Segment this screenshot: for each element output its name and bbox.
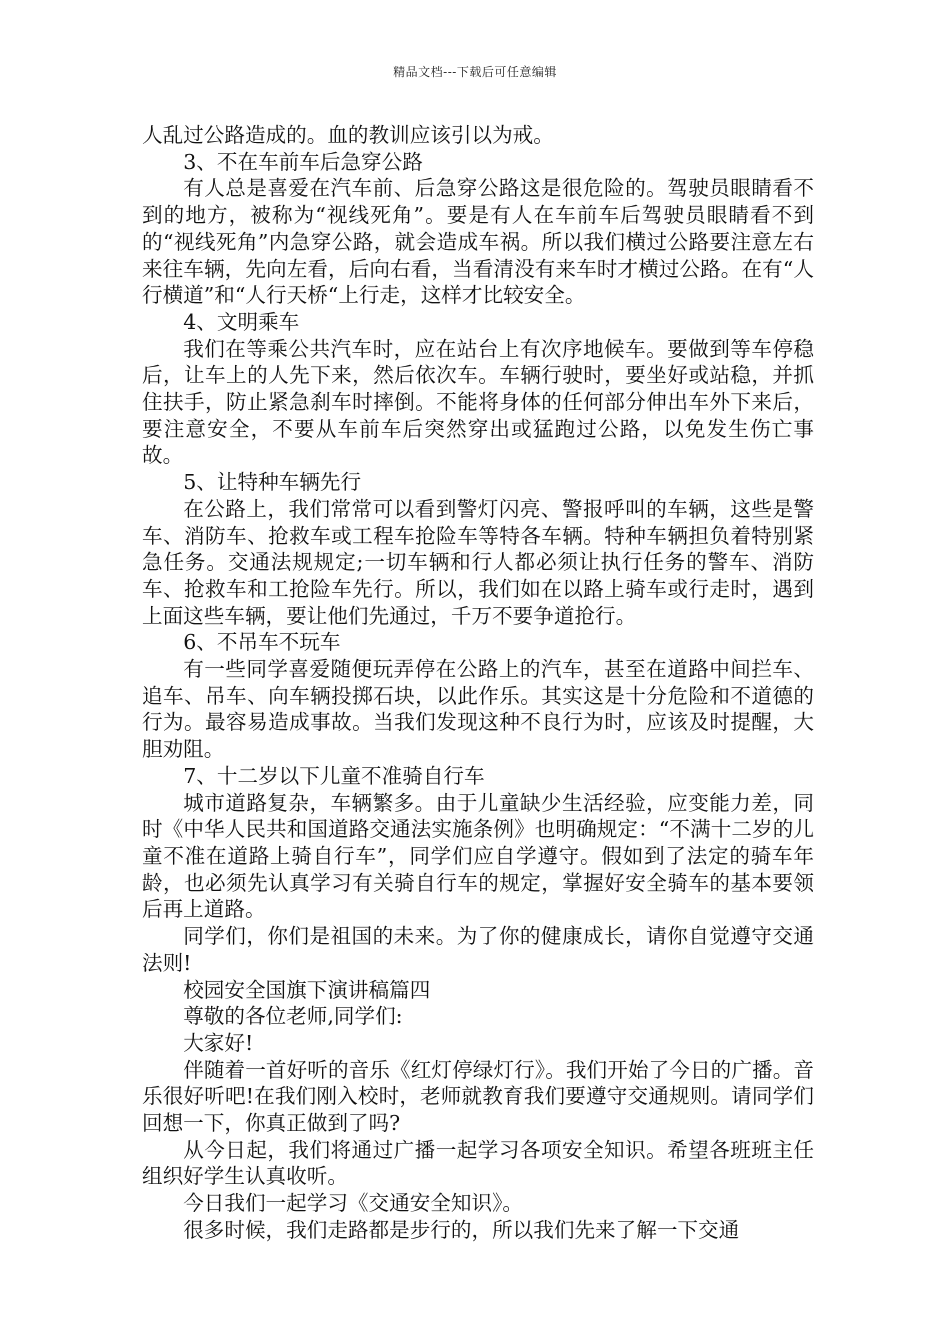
- paragraph-1: 人乱过公路造成的。血的教训应该引以为戒。: [142, 123, 554, 147]
- paragraph-5: 我们在等乘公共汽车时，应在站台上有次序地候车。要做到等车停稳后，让车上的人先下来，然后依次车。车辆行驶时，要坐好或站稳，并抓住扶手，防止紧急刹车时摔倒。不能将身体的任何部分伸出车外下来后，要注意安全，不要从车前车后突然穿出或猛跑过公路，以免发生伤亡事故。: [142, 336, 814, 468]
- section-heading-7: 7、十二岁以下儿童不准骑自行车: [183, 763, 485, 788]
- paragraph-12: 同学们，你们是祖国的未来。为了你的健康成长，请你自觉遵守交通法则!: [142, 924, 814, 975]
- paragraph-19: 很多时候，我们走路都是步行的，所以我们先来了解一下交通: [183, 1217, 740, 1242]
- paragraph-9: 有一些同学喜爱随便玩弄停在公路上的汽车，甚至在道路中间拦车、追车、吊车、向车辆投掷石块，以此作乐。其实这是十分危险和不道德的行为。最容易造成事故。当我们发现这种不良行为时，应该及时提醒，大胆劝阻。: [142, 657, 814, 762]
- paragraph-18: 今日我们一起学习《交通安全知识》。: [183, 1191, 523, 1216]
- document-body: [142, 122, 814, 1244]
- greeting: 大家好!: [183, 1030, 254, 1055]
- paragraph-3: 有人总是喜爱在汽车前、后急穿公路这是很危险的。驾驶员眼睛看不到的地方，被称为“视线死角”。要是有人在车前车后驾驶员眼睛看不到的“视线死角”内急穿公路，就会造成车祸。所以我们横过公路要注意左右来往车辆，先向左看，后向右看，当看清没有来车时才横过公路。在有“人行横道”和“人行天桥“上行走，这样才比较安全。: [142, 176, 814, 308]
- paragraph-16: 伴随着一首好听的音乐《红灯停绿灯行》。我们开始了今日的广播。音乐很好听吧!在我们刚入校时，老师就教育我们要遵守交通规则。请同学们回想一下，你真正做到了吗?: [142, 1057, 814, 1136]
- paragraph-17: 从今日起，我们将通过广播一起学习各项安全知识。希望各班班主任组织好学生认真收听。: [142, 1137, 814, 1189]
- section-heading-4: 4、文明乘车: [183, 309, 300, 334]
- speech-title: 校园安全国旗下演讲稿篇四: [183, 977, 431, 1002]
- paragraph-11: 城市道路复杂，车辆繁多。由于儿童缺少生活经验，应变能力差，同时《中华人民共和国道路交通法实施条例》也明确规定：“不满十二岁的儿童不准在道路上骑自行车”，同学们应自学遵守。假如到了法定的骑车年龄，也必须先认真学习有关骑自行车的规定，掌握好安全骑车的基本要领后再上道路。: [142, 790, 814, 922]
- paragraph-7: 在公路上，我们常常可以看到警灯闪亮、警报呼叫的车辆，这些是警车、消防车、抢救车或工程车抢险车等特各车辆。特种车辆担负着特别紧急任务。交通法规规定;一切车辆和行人都必须让执行任务的警车、消防车、抢救车和工抢险车先行。所以，我们如在以路上骑车或行走时，遇到上面这些车辆，要让他们先通过，千万不要争道抢行。: [142, 496, 814, 628]
- section-heading-5: 5、让特种车辆先行: [183, 470, 362, 495]
- salutation: 尊敬的各位老师,同学们:: [183, 1004, 403, 1029]
- section-heading-3: 3、不在车前车后急穿公路: [183, 149, 423, 174]
- page-header: 精品文档---下载后可任意编辑: [393, 65, 557, 79]
- section-heading-6: 6、不吊车不玩车: [183, 630, 341, 655]
